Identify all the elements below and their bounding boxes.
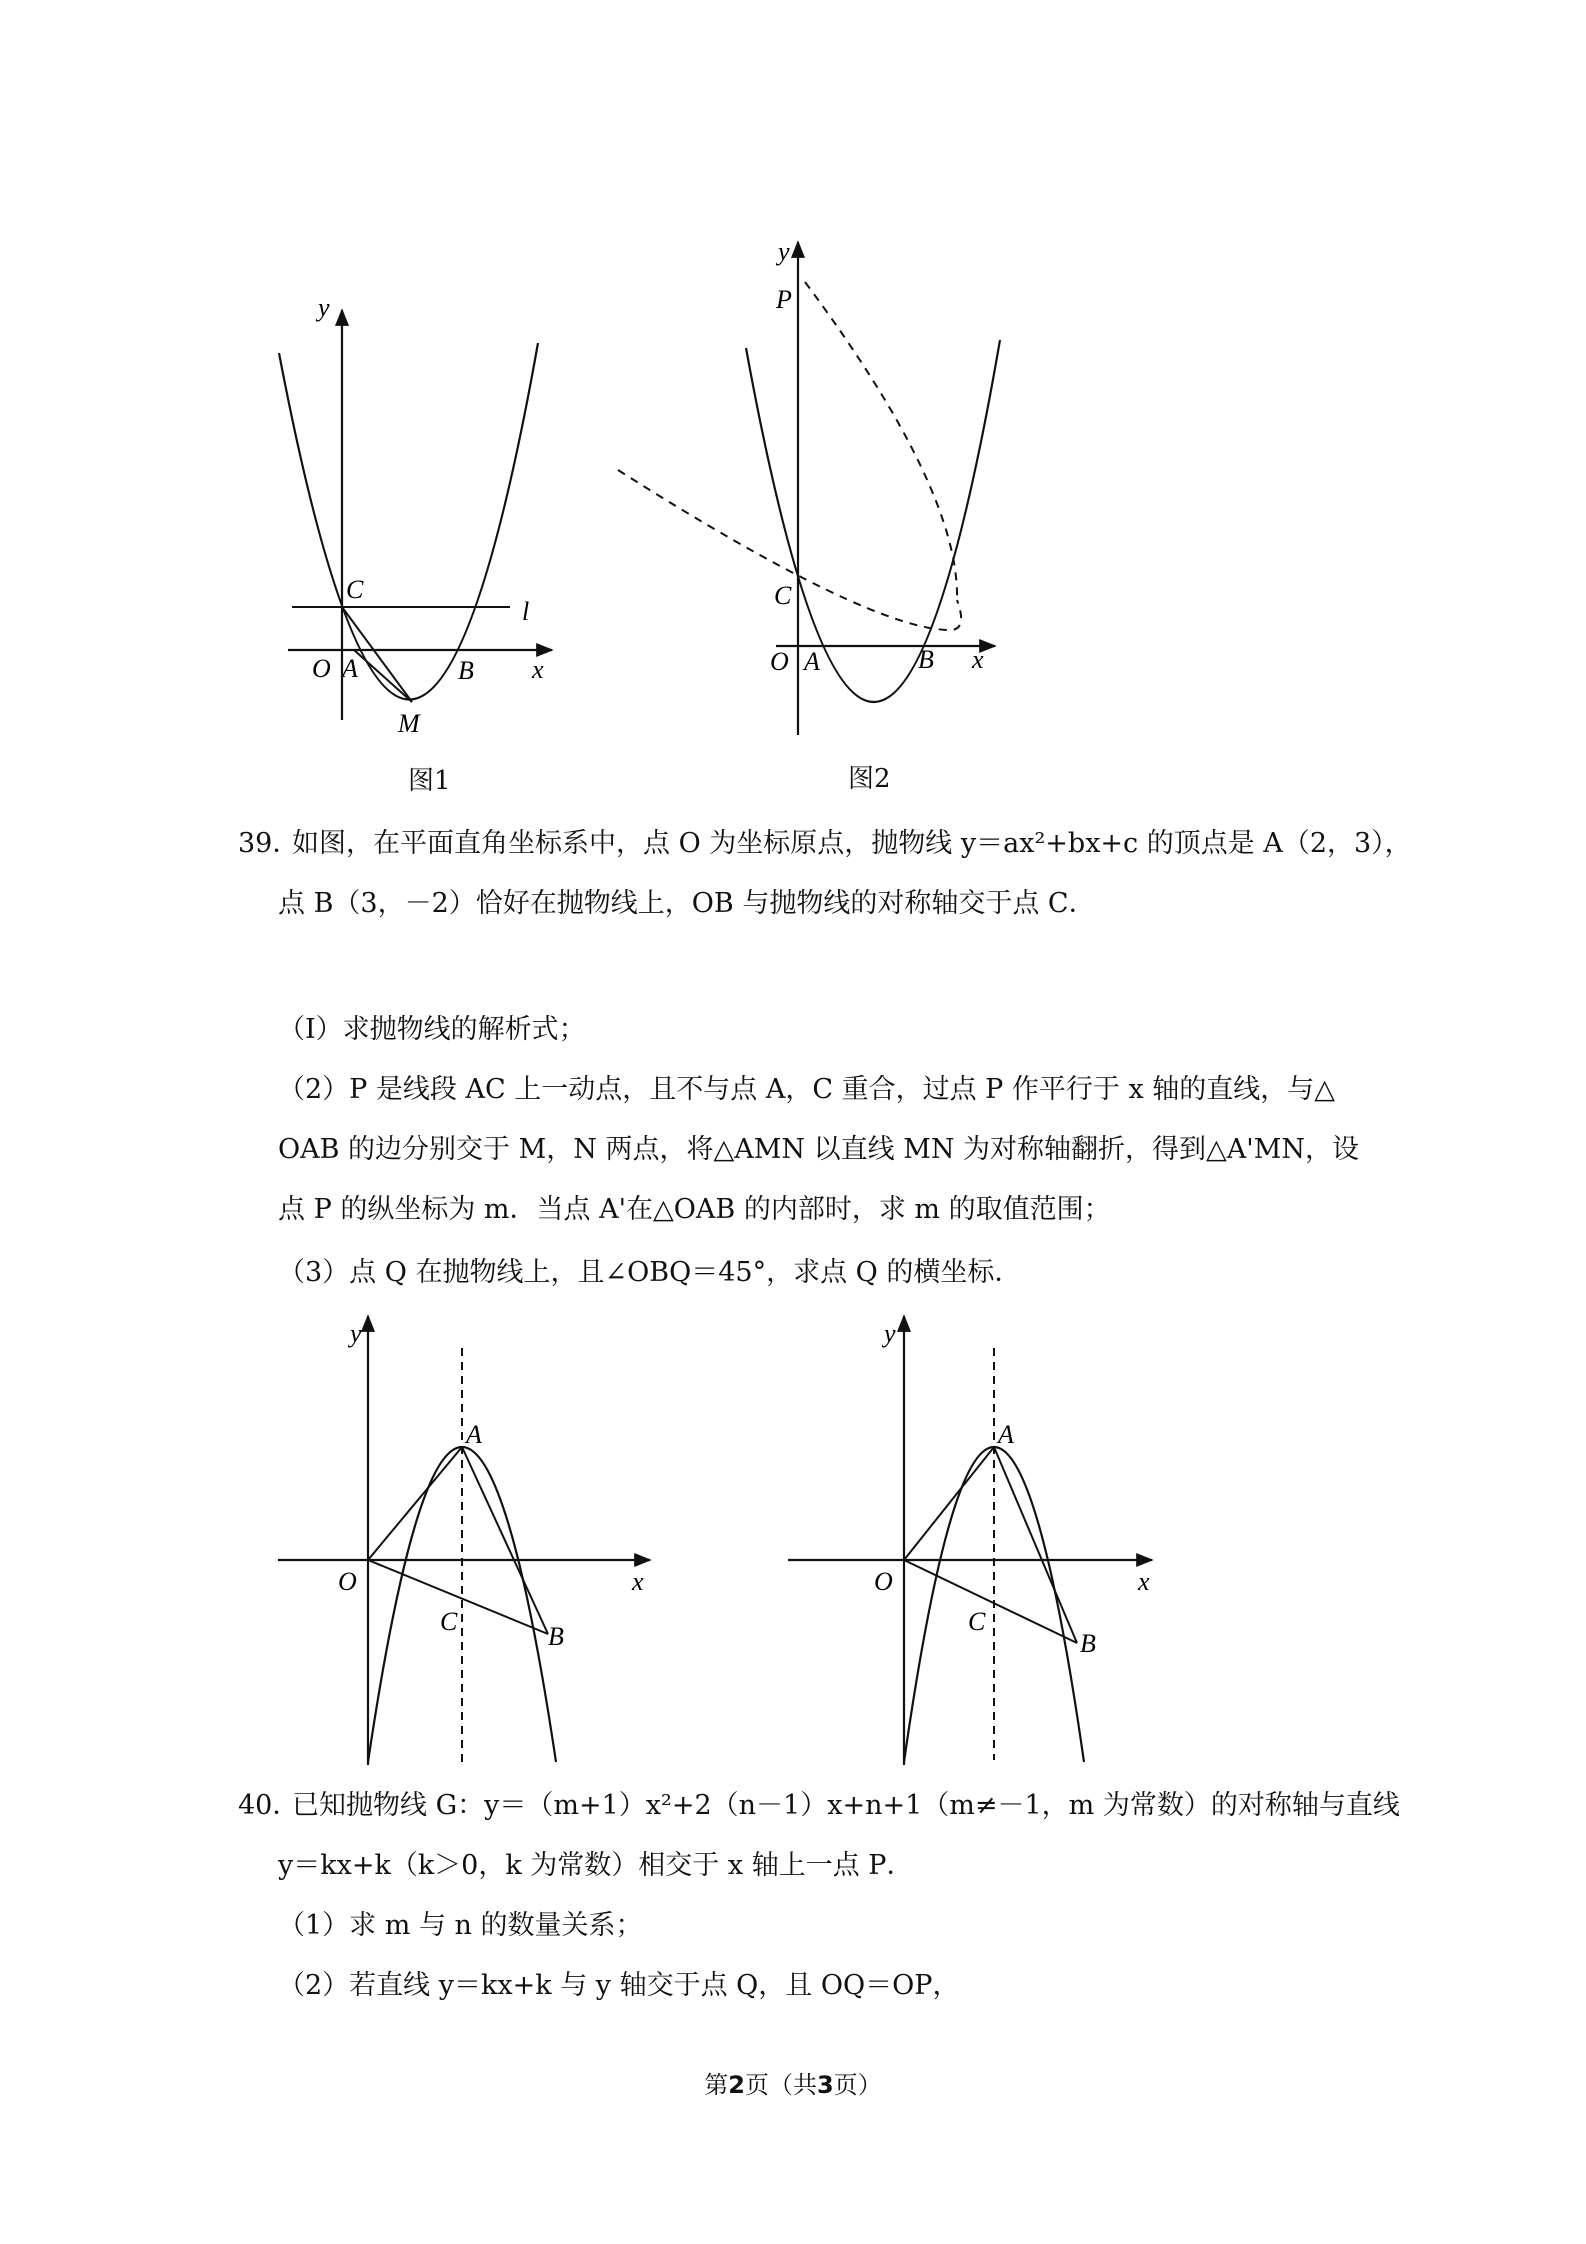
label-x: x	[972, 645, 984, 674]
q40-number: 40．	[238, 1790, 300, 1821]
figure-2-caption: 图2	[848, 764, 891, 794]
label-b: B	[918, 645, 934, 674]
label-c: C	[440, 1607, 458, 1636]
label-o: O	[874, 1567, 893, 1596]
q39-stem-line2: 点 B（3，－2）恰好在抛物线上，OB 与抛物线的对称轴交于点 C．	[278, 888, 1096, 919]
q40-part1: （1）求 m 与 n 的数量关系；	[278, 1910, 643, 1941]
q39-number: 39．	[238, 828, 300, 859]
q39-part1: （I）求抛物线的解析式；	[278, 1014, 586, 1045]
label-o: O	[770, 647, 789, 676]
label-x: x	[532, 655, 544, 684]
q39-figure-right	[780, 1300, 1180, 1780]
q39-stem-line1: 如图，在平面直角坐标系中，点 O 为坐标原点，抛物线 y＝ax²+bx+c 的顶点是 A（2，3），	[292, 828, 1412, 859]
label-l: l	[522, 597, 530, 626]
segment-am	[354, 650, 412, 702]
label-a: A	[466, 1420, 482, 1449]
label-a: A	[804, 647, 820, 676]
q40-stem-line2: y＝kx+k（k＞0，k 为常数）相交于 x 轴上一点 P．	[278, 1850, 914, 1881]
label-y: y	[350, 1319, 362, 1348]
dashed-curve-upper	[805, 282, 957, 600]
q40-part2: （2）若直线 y＝kx+k 与 y 轴交于点 Q，且 OQ＝OP，	[278, 1970, 960, 2001]
label-o: O	[338, 1567, 357, 1596]
label-a: A	[342, 654, 358, 683]
label-y: y	[318, 293, 330, 322]
label-y: y	[884, 1319, 896, 1348]
q39-part2-line3: 点 P 的纵坐标为 m．当点 A'在△OAB 的内部时，求 m 的取值范围；	[278, 1194, 1111, 1225]
q40-stem-line1: 已知抛物线 G：y＝（m+1）x²+2（n－1）x+n+1（m≠－1，m 为常数）的对称轴与直线	[292, 1790, 1400, 1821]
figure-1	[270, 280, 570, 760]
label-b: B	[1080, 1629, 1096, 1658]
footer-total-pages: 3	[817, 2071, 834, 2099]
figure-1-caption: 图1	[408, 766, 451, 796]
q39-part3: （3）点 Q 在抛物线上，且∠OBQ＝45°，求点 Q 的横坐标．	[278, 1257, 1022, 1288]
footer-mid: 页（共	[745, 2071, 817, 2099]
segment-oa	[904, 1447, 994, 1560]
label-b: B	[548, 1622, 564, 1651]
label-m: M	[398, 709, 420, 738]
label-x: x	[1138, 1567, 1150, 1596]
label-p: P	[776, 285, 792, 314]
label-b: B	[458, 656, 474, 685]
label-o: O	[312, 654, 331, 683]
segment-oa	[368, 1447, 462, 1560]
figure-2	[600, 230, 1020, 750]
footer-post: 页）	[833, 2071, 882, 2099]
segment-ab	[994, 1447, 1077, 1643]
label-c: C	[968, 1607, 986, 1636]
q39-part2-line2: OAB 的边分别交于 M，N 两点，将△AMN 以直线 MN 为对称轴翻折，得到△A'MN，设	[278, 1134, 1360, 1165]
segment-ab	[462, 1447, 548, 1634]
label-c: C	[774, 581, 792, 610]
page-footer	[0, 2065, 1586, 2100]
label-c: C	[346, 575, 364, 604]
q39-part2-line1: （2）P 是线段 AC 上一动点，且不与点 A，C 重合，过点 P 作平行于 x 轴的直线，与△	[278, 1074, 1336, 1105]
q39-figure-left	[270, 1300, 670, 1780]
footer-pre: 第	[704, 2071, 729, 2099]
parabola	[279, 343, 538, 700]
footer-page-number: 2	[728, 2071, 745, 2099]
label-a: A	[998, 1420, 1014, 1449]
label-x: x	[632, 1567, 644, 1596]
label-y: y	[778, 237, 790, 266]
